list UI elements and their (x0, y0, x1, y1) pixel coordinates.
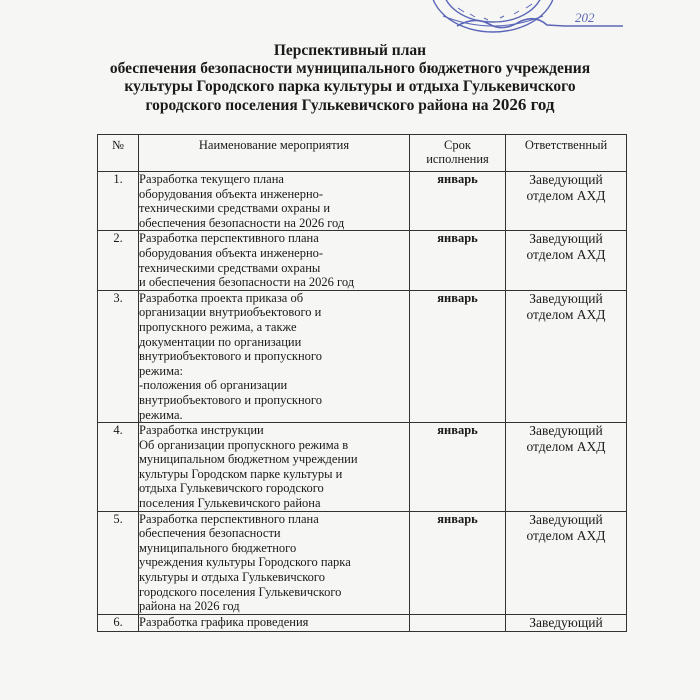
header-name: Наименование мероприятия (139, 135, 410, 172)
responsible-line: Заведующий (529, 172, 603, 187)
measure-name-line: Разработка текущего плана (139, 172, 284, 186)
responsible-line: Заведующий (529, 614, 603, 630)
execution-term: январь (410, 423, 506, 512)
title-line-4-text: городского поселения Гулькевичского района на (145, 97, 493, 114)
responsible-line: отделом АХД (526, 188, 606, 203)
title-line-2: обеспечения безопасности муниципального бюджетного учреждения (109, 60, 591, 77)
table-body (98, 172, 627, 632)
measure-name-line: режима. (139, 407, 183, 422)
row-number: 1. (98, 172, 139, 231)
measure-name-line: техническими средствами охраны (139, 260, 321, 275)
title-line-3: культуры Городского парка культуры и отдыха Гулькевичского (124, 78, 576, 95)
measure-name-line: городского поселения Гулькевичского (139, 584, 342, 599)
title-year: 2026 год (492, 95, 555, 114)
measure-name-line: Разработка инструкции (139, 423, 264, 438)
responsible-person (506, 290, 627, 422)
responsible-line: Заведующий (529, 423, 603, 439)
responsible-person (506, 423, 627, 512)
execution-term: январь (410, 290, 506, 422)
measure-name-line: учреждения культуры Городского парка (139, 555, 351, 570)
responsible-line: Заведующий (529, 231, 603, 247)
table-header-row (98, 135, 627, 172)
table-row (98, 172, 627, 231)
title-line-4 (60, 96, 640, 115)
measure-name-line: документации по организации (139, 334, 302, 349)
stamp-year-fragment: 202 (575, 10, 595, 25)
responsible-line: отделом АХД (526, 527, 606, 543)
row-number: 2. (98, 231, 139, 290)
row-number: 5. (98, 511, 139, 614)
responsible-line: отделом АХД (526, 247, 606, 263)
measure-name (139, 511, 410, 614)
title-line-1: Перспективный план (273, 42, 427, 59)
header-number: № (98, 135, 139, 172)
measure-name-line: отдыха Гулькевичского городского (139, 481, 324, 496)
table-row (98, 231, 627, 290)
responsible-person (506, 614, 627, 631)
plan-table (97, 134, 627, 632)
measure-name-line: обеспечения безопасности (139, 526, 281, 541)
responsible-line: Заведующий (529, 290, 603, 306)
measure-name (139, 423, 410, 512)
table-row (98, 423, 627, 512)
row-number: 4. (98, 423, 139, 512)
execution-term (410, 614, 506, 631)
measure-name-line: культуры и отдыха Гулькевичского (139, 570, 325, 585)
header-term (410, 135, 506, 172)
header-responsible: Ответственный (506, 135, 627, 172)
measure-name-line: Об организации пропускного режима в (139, 437, 349, 452)
document-title (60, 42, 640, 115)
measure-name-line: района на 2026 год (139, 599, 240, 614)
table-row (98, 614, 627, 631)
responsible-person (506, 511, 627, 614)
measure-name-line: Разработка проекта приказа об (139, 290, 304, 305)
header-term-line-1: Срок (444, 138, 471, 152)
signature-date-line (455, 4, 625, 34)
responsible-line: Заведующий (529, 511, 603, 527)
measure-name-line: техническими средствами охраны и (139, 201, 331, 216)
row-number: 3. (98, 290, 139, 422)
execution-term: январь (410, 231, 506, 290)
execution-term: январь (410, 172, 506, 231)
responsible-person (506, 172, 627, 231)
measure-name-line: пропускного режима, а также (139, 319, 297, 334)
row-number: 6. (98, 614, 139, 631)
measure-name (139, 614, 410, 631)
measure-name-line: -положения об организации (139, 378, 288, 393)
measure-name-line: внутриобъектового и пропускного (139, 392, 322, 407)
measure-name-line: муниципального бюджетного (139, 540, 297, 555)
responsible-person (506, 231, 627, 290)
measure-name-line: организации внутриобъектового и (139, 305, 322, 320)
measure-name-line: оборудования объекта инженерно- (139, 186, 324, 201)
measure-name-line: культуры Городском парке культуры и (139, 466, 343, 481)
responsible-line: отделом АХД (526, 306, 606, 322)
measure-name (139, 231, 410, 290)
execution-term: январь (410, 511, 506, 614)
responsible-line: отделом АХД (526, 439, 606, 455)
measure-name-line: поселения Гулькевичского района (139, 496, 321, 511)
table-row (98, 511, 627, 614)
measure-name-line: муниципальном бюджетном учреждении (139, 452, 358, 467)
measure-name-line: режима: (139, 363, 183, 378)
table-row (98, 290, 627, 422)
measure-name-line: Разработка графика проведения (139, 614, 309, 629)
measure-name-line: Разработка перспективного плана (139, 231, 319, 246)
measure-name-line: и обеспечения безопасности на 2026 год (139, 275, 355, 290)
measure-name (139, 290, 410, 422)
header-term-line-2: исполнения (426, 152, 489, 166)
measure-name-line: внутриобъектового и пропускного (139, 349, 322, 364)
measure-name-line: оборудования объекта инженерно- (139, 245, 324, 260)
measure-name-line: Разработка перспективного плана (139, 511, 319, 526)
measure-name-line: обеспечения безопасности на 2026 год (139, 215, 345, 230)
measure-name (139, 172, 410, 231)
